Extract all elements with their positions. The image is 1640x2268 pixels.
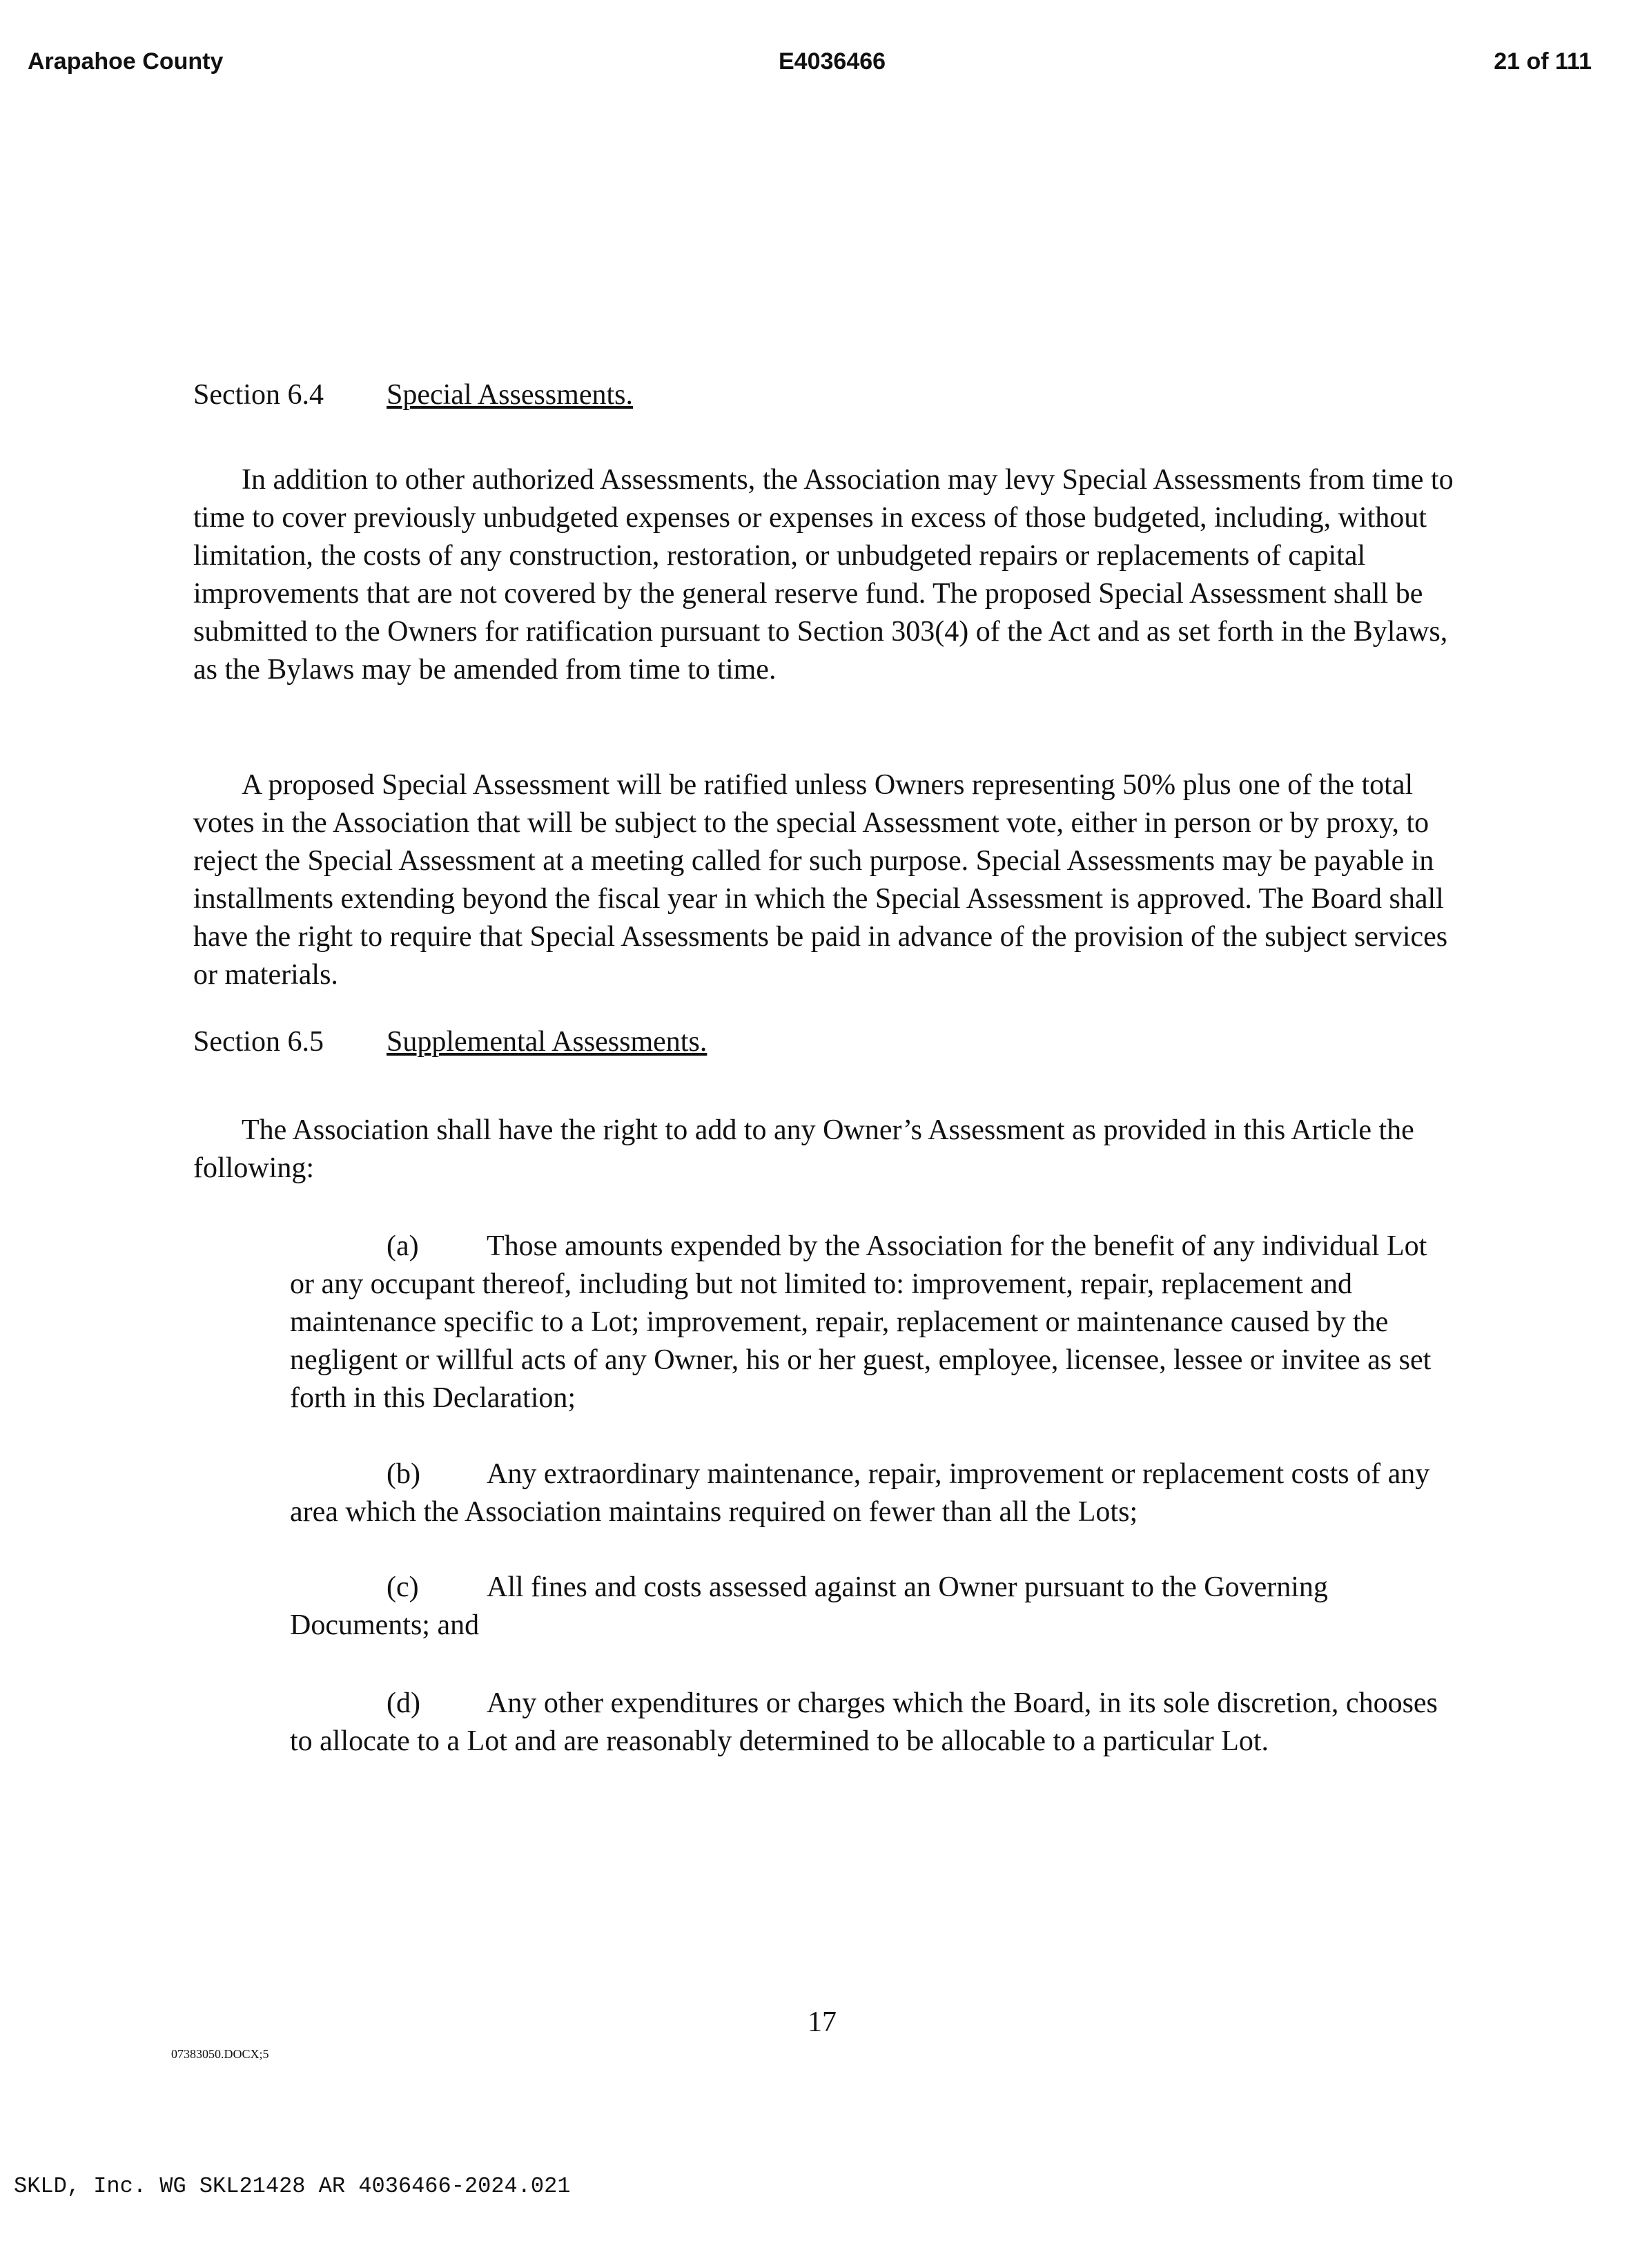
document-id: 07383050.DOCX;5	[171, 2047, 269, 2061]
list-item-label: (a)	[387, 1230, 419, 1262]
list-item-label: (b)	[387, 1458, 420, 1490]
section-6-5-title: Supplemental Assessments.	[387, 1026, 707, 1058]
county-header: Arapahoe County	[28, 48, 224, 75]
page-number: 17	[808, 2006, 837, 2038]
section-6-4-paragraph-1: In addition to other authorized Assessments, the Association may levy Special Assessments from time to time to cover previously unbudgeted expenses or expenses in excess of those budgeted, including, without limitation, the costs of any construction, restoration, or unbudgeted repairs or replacements of capital improvements that are not covered by the general reserve fund. The proposed Special Assessment shall be submitted to the Owners for ratification pursuant to Section 303(4) of the Act and as set forth in the Bylaws, as the Bylaws may be amended from time to time.	[193, 464, 1454, 686]
list-item-label: (d)	[387, 1687, 420, 1719]
recording-footer: SKLD, Inc. WG SKL21428 AR 4036466-2024.021	[14, 2173, 571, 2199]
list-item-text: Any extraordinary maintenance, repair, improvement or replacement costs of any area which the Association maintains required on fewer than all the Lots;	[290, 1458, 1430, 1528]
section-6-5-intro: The Association shall have the right to add to any Owner’s Assessment as provided in this Article the following:	[193, 1114, 1414, 1184]
section-6-4-number: Section 6.4	[193, 379, 324, 411]
section-6-4-paragraph-2: A proposed Special Assessment will be ratified unless Owners representing 50% plus one of the total votes in the Association that will be subject to the special Assessment vote, either in person or by proxy, to reject the Special Assessment at a meeting called for such purpose. Special Assessments may be payable in installments extending beyond the fiscal year in which the Special Assessment is approved. The Board shall have the right to require that Special Assessments be paid in advance of the provision of the subject services or materials.	[193, 769, 1448, 991]
list-item-label: (c)	[387, 1571, 419, 1603]
list-item-text: Those amounts expended by the Association for the benefit of any individual Lot or any occupant thereof, including but not limited to: improvement, repair, replacement and maintenance specific to a Lot; improvement, repair, replacement or maintenance caused by the negligent or willful acts of any Owner, his or her guest, employee, licensee, lessee or invitee as set forth in this Declaration;	[290, 1230, 1432, 1414]
list-item-d	[290, 1685, 1456, 1761]
page-count: 21 of 111	[1494, 48, 1592, 75]
list-item-b	[290, 1455, 1456, 1531]
list-item-text: Any other expenditures or charges which the Board, in its sole discretion, chooses to allocate to a Lot and are reasonably determined to be allocable to a particular Lot.	[290, 1687, 1438, 1757]
reception-number: E4036466	[779, 48, 886, 75]
list-item-a	[290, 1228, 1456, 1417]
section-6-5-number: Section 6.5	[193, 1026, 324, 1058]
section-6-4-title: Special Assessments.	[387, 379, 633, 411]
list-item-c	[290, 1569, 1456, 1645]
list-item-text: All fines and costs assessed against an Owner pursuant to the Governing Documents; and	[290, 1571, 1328, 1641]
